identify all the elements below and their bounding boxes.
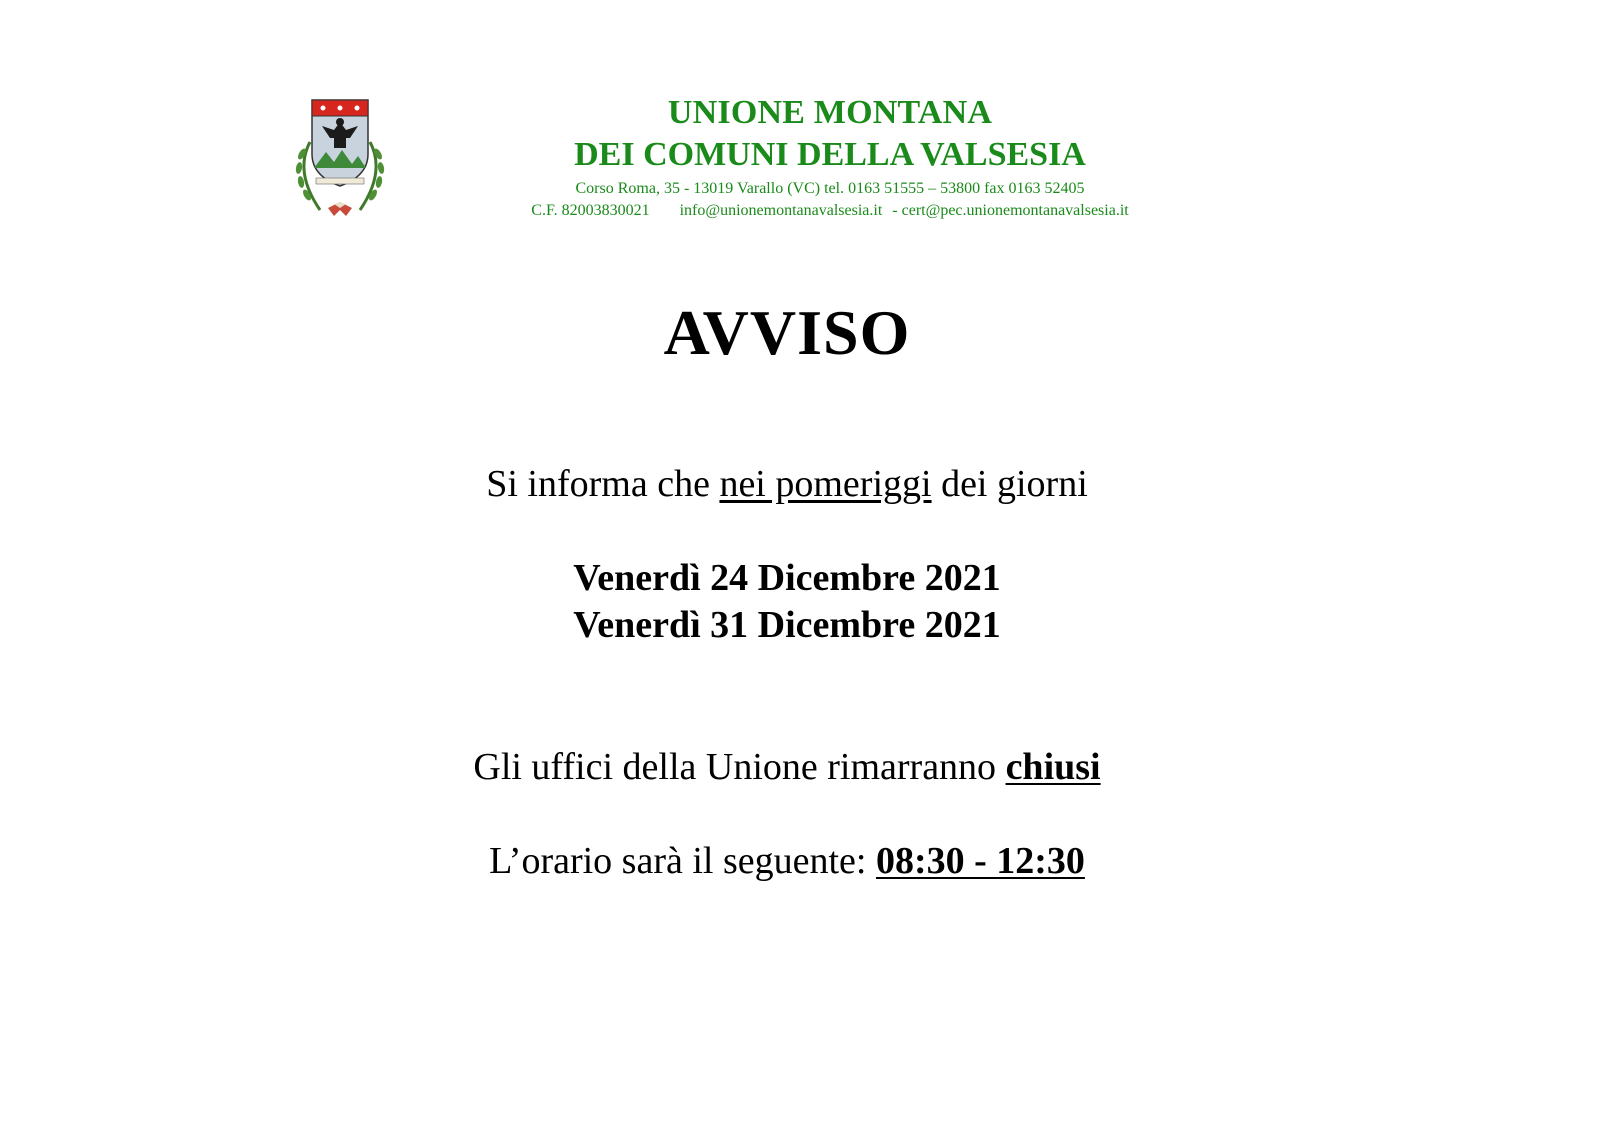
- intro-underlined: nei pomeriggi: [719, 463, 932, 505]
- org-contacts: [420, 202, 1240, 220]
- closure-emphasis: chiusi: [1005, 746, 1101, 788]
- notice-closure: [0, 745, 1574, 789]
- fiscal-code: C.F. 82003830021: [531, 202, 650, 219]
- intro-prefix: Si informa che: [486, 463, 720, 505]
- pec-address: cert@pec.unionemontanavalsesia.it: [901, 202, 1129, 219]
- intro-suffix: dei giorni: [931, 463, 1088, 505]
- org-name-line-1: UNIONE MONTANA: [667, 94, 993, 131]
- org-name-line-2: DEI COMUNI DELLA VALSESIA: [574, 136, 1086, 173]
- hours-prefix: L’orario sarà il seguente:: [489, 840, 876, 882]
- closure-date-1: Venerdì 24 Dicembre 2021: [573, 557, 1001, 599]
- pec-separator: -: [892, 202, 898, 219]
- notice-hours: [0, 839, 1574, 883]
- org-address: Corso Roma, 35 - 13019 Varallo (VC) tel. 0163 51555 – 53800 fax 0163 52405: [575, 180, 1085, 197]
- hours-value: 08:30 - 12:30: [875, 840, 1085, 882]
- notice-title: AVVISO: [663, 297, 911, 368]
- notice-intro: [0, 462, 1574, 506]
- closure-date-2: Venerdì 31 Dicembre 2021: [573, 604, 1001, 646]
- email-address: info@unionemontanavalsesia.it: [679, 202, 883, 219]
- letterhead: [0, 0, 1600, 230]
- closure-prefix: Gli uffici della Unione rimarranno: [473, 746, 1006, 788]
- coat-of-arms-icon: [290, 92, 390, 222]
